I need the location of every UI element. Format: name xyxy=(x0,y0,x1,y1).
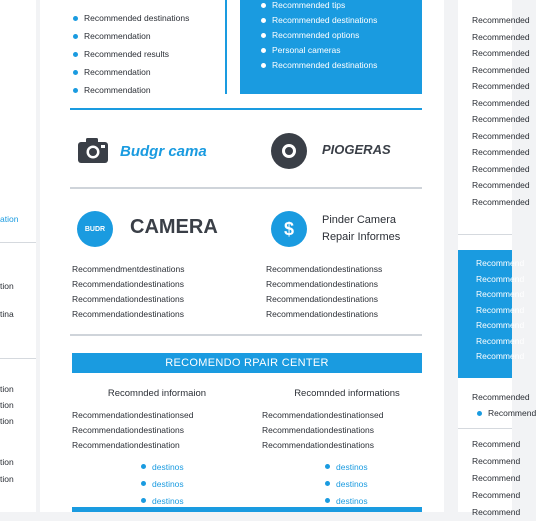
list-item: Recommended destinations xyxy=(260,58,377,73)
list-item: Personal cameras xyxy=(260,43,377,58)
paragraph-line: Recommendationdestinations xyxy=(72,279,184,289)
list-item: Recommend xyxy=(472,507,521,517)
list-item: Recommended xyxy=(472,15,530,25)
bottom-bar xyxy=(72,507,422,512)
paragraph-line: Recommendmentdestinations xyxy=(72,264,185,274)
info-line: Recommendationdestinations xyxy=(262,425,374,435)
list-item: Recommend xyxy=(476,289,525,299)
paragraph-line: Recommendationdestinationss xyxy=(266,264,383,274)
right-strip-bottom xyxy=(472,436,521,521)
list-item: Recommended xyxy=(472,114,530,124)
repair-title xyxy=(322,212,400,246)
camera-badge-label: BUDR xyxy=(84,225,106,233)
info-line: Recommendationdestinations xyxy=(262,440,374,450)
info-link[interactable]: destinos xyxy=(140,459,242,476)
list-item: Recommended xyxy=(472,97,530,108)
list-item: Recommended options xyxy=(260,28,377,43)
info-line: Recommendationdestination xyxy=(72,440,180,450)
list-item: Recommend xyxy=(472,473,521,483)
info-line: Recommendationdestinationsed xyxy=(72,410,194,420)
lens-icon xyxy=(271,133,307,169)
list-item: Recommended xyxy=(472,64,530,75)
right-strip-blue xyxy=(458,250,525,378)
camera-badge xyxy=(77,211,113,247)
info-link[interactable]: destinos xyxy=(324,459,432,476)
list-item: Recommended xyxy=(472,48,530,58)
left-strip-label: tion xyxy=(0,400,14,410)
info-link[interactable]: destinos xyxy=(324,493,432,510)
right-strip-list xyxy=(472,12,530,210)
info-title: Recomnded informations xyxy=(294,388,400,399)
top-blue-box xyxy=(240,0,422,94)
info-left xyxy=(72,386,242,510)
left-strip xyxy=(0,0,36,512)
repair-title-line: Repair Informes xyxy=(322,231,401,243)
paragraph-line: Recommendationdestinations xyxy=(72,309,184,319)
repair-title-line: Pinder Camera xyxy=(322,214,396,226)
paragraph-line: Recommendationdestinations xyxy=(266,279,378,289)
paragraph-line: Recommendationdestinations xyxy=(266,294,378,304)
left-strip-label: tion xyxy=(0,474,14,484)
list-item: Recommended xyxy=(472,163,530,174)
info-right xyxy=(262,386,432,510)
list-item: Recommend xyxy=(472,490,521,500)
rule xyxy=(70,187,422,189)
paragraph-line: Recommendationdestinations xyxy=(72,294,184,304)
list-item: Recommendation xyxy=(72,65,222,80)
camera-icon xyxy=(77,136,109,169)
left-strip-label: tion xyxy=(0,416,14,426)
list-item: Recommended destinations xyxy=(260,13,377,28)
list-item: Recommend xyxy=(472,456,521,466)
list-item: Recommend xyxy=(472,439,521,449)
right-paragraph xyxy=(266,262,426,322)
list-item: Recommend xyxy=(476,258,525,268)
list-item: Recommend xyxy=(476,304,525,315)
list-item: Recommend xyxy=(476,406,512,421)
rule xyxy=(70,334,422,336)
brand-left: Budgr cama xyxy=(120,143,207,160)
info-link[interactable]: destinos xyxy=(140,476,242,493)
list-item: Recommended xyxy=(472,147,530,157)
left-paragraph xyxy=(72,262,232,322)
info-line: Recommendationdestinations xyxy=(72,425,184,435)
dollar-icon: $ xyxy=(271,211,307,247)
list-item: Recommended xyxy=(472,81,530,91)
left-strip-label: tion xyxy=(0,384,14,394)
info-title: Recomnded informaion xyxy=(107,388,207,399)
list-item: Recommendation xyxy=(72,83,222,98)
list-item: Recommend xyxy=(476,351,525,361)
left-strip-label: tina xyxy=(0,309,14,319)
list-item: Recommend xyxy=(476,320,525,330)
blue-rule xyxy=(70,108,422,110)
divider xyxy=(225,0,227,94)
list-item: Recommended results xyxy=(72,47,222,62)
info-link[interactable]: destinos xyxy=(140,493,242,510)
left-strip-label: tion xyxy=(0,281,14,291)
center-banner: RECOMENDO RPAIR CENTER xyxy=(72,353,422,373)
brand-right: PIOGERAS xyxy=(322,142,391,157)
info-line: Recommendationdestinationsed xyxy=(262,410,384,420)
list-item: Recommended tips xyxy=(260,0,377,13)
list-item: Recommend xyxy=(476,273,525,284)
paragraph-line: Recommendationdestinations xyxy=(266,309,378,319)
list-item: Recommended xyxy=(472,196,530,207)
info-link[interactable]: destinos xyxy=(324,476,432,493)
right-strip-mid: Recommended xyxy=(472,392,530,402)
list-item: Recommended xyxy=(472,31,530,42)
left-strip-label: tion xyxy=(0,457,14,467)
list-item: Recommendation xyxy=(72,29,222,44)
camera-title: CAMERA xyxy=(130,216,218,238)
list-item: Recommended xyxy=(472,180,530,190)
list-item: Recommended xyxy=(472,130,530,141)
list-item: Recommend xyxy=(476,335,525,346)
list-item: Recommended destinations xyxy=(72,11,222,26)
right-strip-mid-item xyxy=(476,406,536,421)
left-strip-label: ation xyxy=(0,214,19,224)
top-left-list xyxy=(72,11,222,98)
